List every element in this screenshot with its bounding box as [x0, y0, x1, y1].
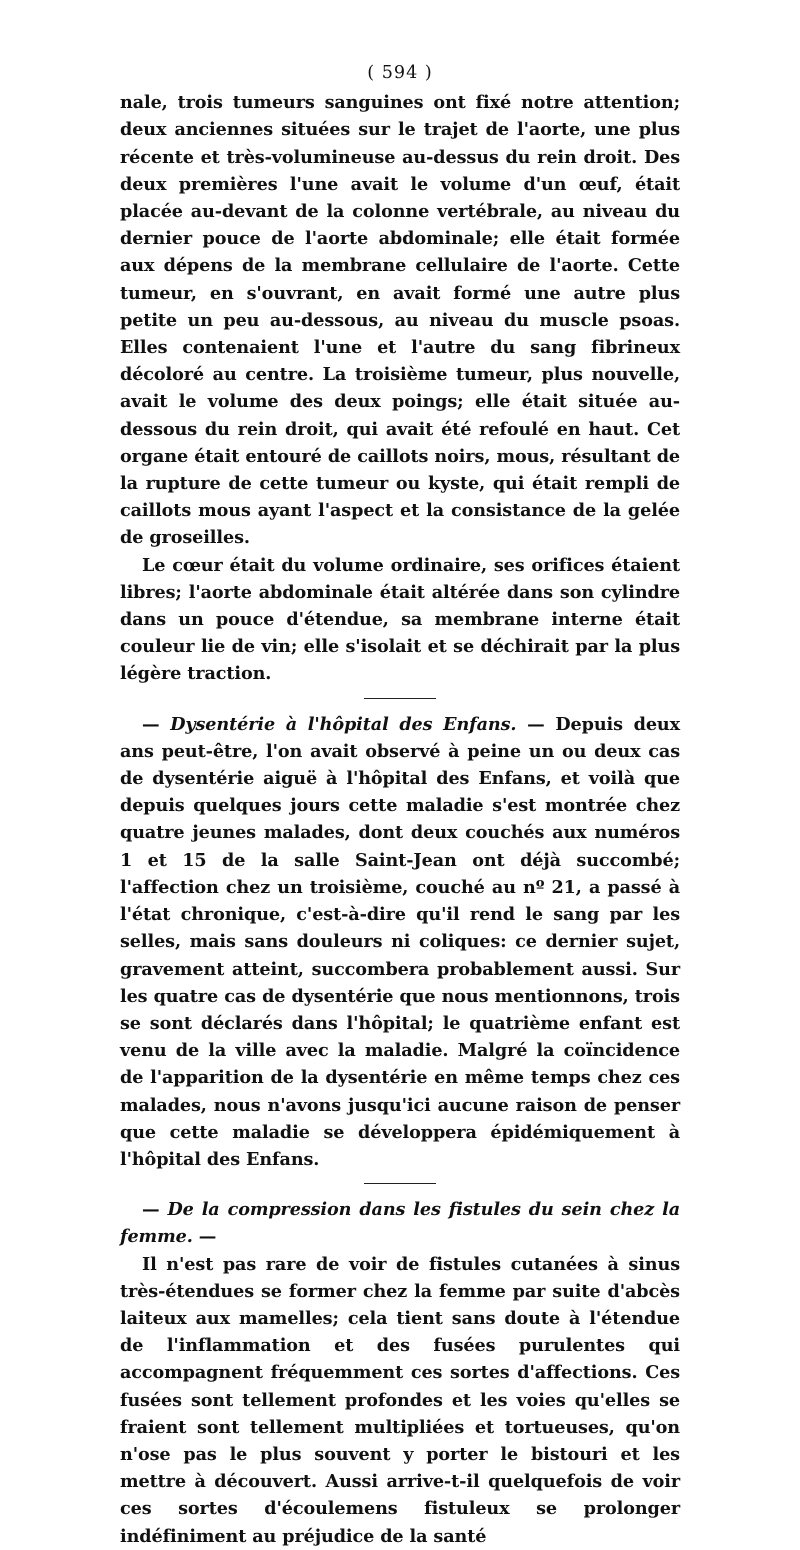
section-text-compression: Il n'est pas rare de voir de fistules cutanées à sinus très-étendues se former chez la femme par suite d'abcès laiteux aux mamelles; cela tient sans doute à l'étendue de l'inflammation et des fusées purulentes qui accompagnent fréquemment ces sortes d'affections. Ces fusées sont tellement profondes et les voies qu'elles se fraient sont tellement multipliées et tortueuses, qu'on n'ose pas le plus souvent y porter le bistouri et les mettre à découvert. Aussi arrive-t-il quelquefois de voir ces sortes d'écoulemens fistuleux se prolonger indéfiniment au préjudice de la santé [120, 1253, 680, 1547]
paragraph-coeur: Le cœur était du volume ordinaire, ses orifices étaient libres; l'aorte abdominale était altérée dans son cylindre dans un pouce d'étendue, sa membrane interne était couleur lie de vin; elle s'isolait et se déchirait par la plus légère traction. [120, 554, 680, 685]
page-number: ( 594 ) [367, 63, 433, 83]
section-text-dysenterie: Depuis deux ans peut-être, l'on avait observé à peine un ou deux cas de dysentérie aiguë à l'hôpital des Enfans, et voilà que depuis quelques jours cette maladie s'est montrée chez quatre jeunes malades, dont deux couchés aux numéros 1 et 15 de la salle Saint-Jean ont déjà succombé; l'affection chez un troisième, couché au nº 21, a passé à l'état chronique, c'est-à-dire qu'il rend le sang par les selles, mais sans douleurs ni coliques: ce dernier sujet, gravement atteint, succombera probablement aussi. Sur les quatre cas de dysentérie que nous mentionnons, trois se sont déclarés dans l'hôpital; le quatrième enfant est venu de la ville avec la maladie. Malgré la coïncidence de l'apparition de la dysentérie en même temps chez ces malades, nous n'avons jusqu'ici aucune raison de penser que cette maladie se développera épidémiquement à l'hôpital des Enfans. [120, 713, 680, 1170]
section-trail-dash: — [192, 1226, 217, 1248]
section-heading-compression [120, 1196, 680, 1250]
section-trail-dash: — [516, 713, 556, 735]
section-title-dysenterie: Dysentérie à l'hôpital des Enfans. [170, 713, 517, 735]
page-body [120, 60, 680, 1550]
section-dysenterie [120, 711, 680, 1173]
section-title-compression: De la compression dans les fistules du sein chez la femme. [120, 1199, 680, 1248]
section-lead-dash: — [142, 713, 171, 735]
section-lead-dash: — [142, 1199, 168, 1221]
section-divider [364, 1183, 436, 1184]
paragraph-tumeurs: nale, trois tumeurs sanguines ont fixé notre attention; deux anciennes situées sur le trajet de l'aorte, une plus récente et très-volumineuse au-dessus du rein droit. Des deux premières l'une avait le volume d'un œuf, était placée au-devant de la colonne vertébrale, au niveau du dernier pouce de l'aorte abdominale; elle était formée aux dépens de la membrane cellulaire de l'aorte. Cette tumeur, en s'ouvrant, en avait formé une autre plus petite un peu au-dessous, au niveau du muscle psoas. Elles contenaient l'une et l'autre du sang fibrineux décoloré au centre. La troisième tumeur, plus nouvelle, avait le volume des deux poings; elle était située au-dessous du rein droit, qui avait été refoulé en haut. Cet organe était entouré de caillots noirs, mous, résultant de la rupture de cette tumeur ou kyste, qui était rempli de caillots mous ayant l'aspect et la consistance de la gelée de groseilles. [120, 92, 680, 549]
section-divider [364, 698, 436, 699]
